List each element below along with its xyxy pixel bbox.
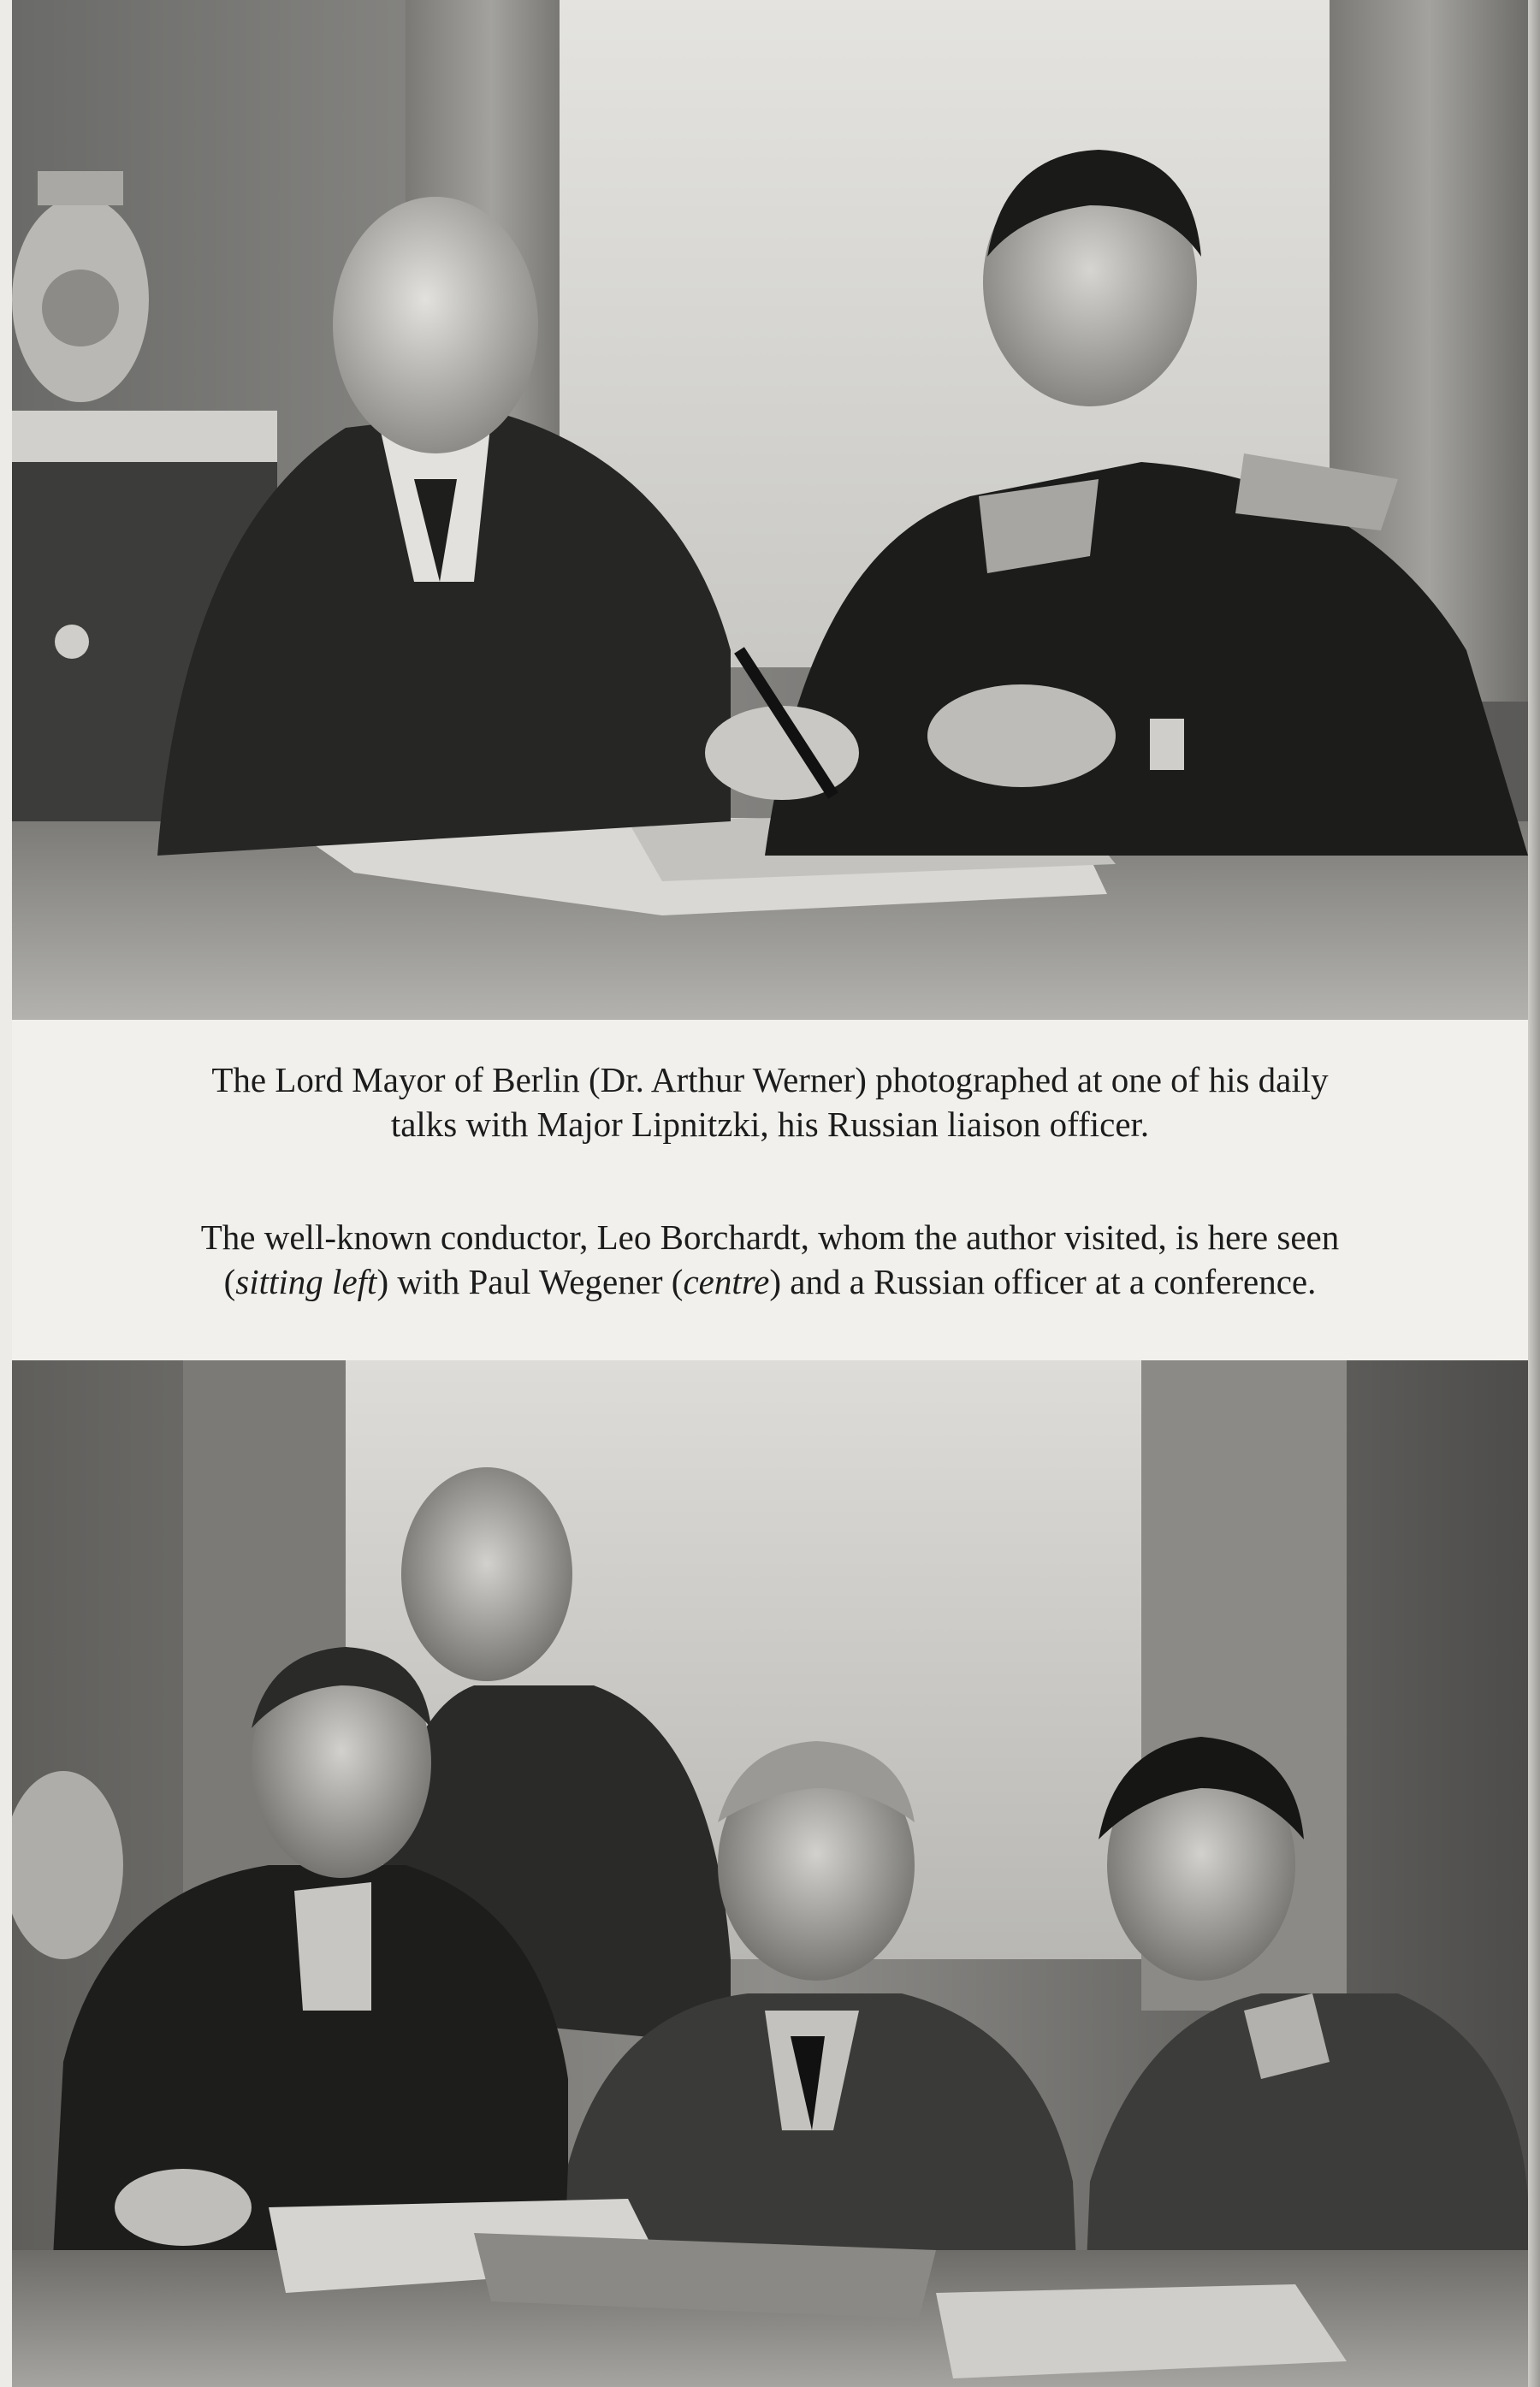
- photo-conference: [12, 1360, 1528, 2387]
- caption-paren-open: (: [223, 1262, 236, 1301]
- caption-mayor: [63, 1057, 1477, 1146]
- caption-mayor-line-2: talks with Major Lipnitzki, his Russian liaison officer.: [390, 1105, 1150, 1144]
- caption-band: [12, 1020, 1528, 1360]
- caption-italic-centre: centre: [683, 1262, 770, 1301]
- caption-conductor: [63, 1215, 1477, 1304]
- photo-mayor-and-major: [12, 0, 1528, 1020]
- caption-end-text: ) and a Russian officer at a conference.: [769, 1262, 1317, 1301]
- caption-mid-text: ) with Paul Wegener (: [376, 1262, 684, 1301]
- caption-conductor-line-2: [63, 1259, 1477, 1304]
- caption-conductor-line-1: The well-known conductor, Leo Borchardt, whom the author visited, is here seen: [200, 1217, 1340, 1257]
- caption-mayor-line-1: The Lord Mayor of Berlin (Dr. Arthur Werner) photographed at one of his daily: [211, 1060, 1329, 1099]
- caption-italic-sitting-left: sitting left: [235, 1262, 377, 1301]
- page-gutter-shadow: [1528, 0, 1540, 2387]
